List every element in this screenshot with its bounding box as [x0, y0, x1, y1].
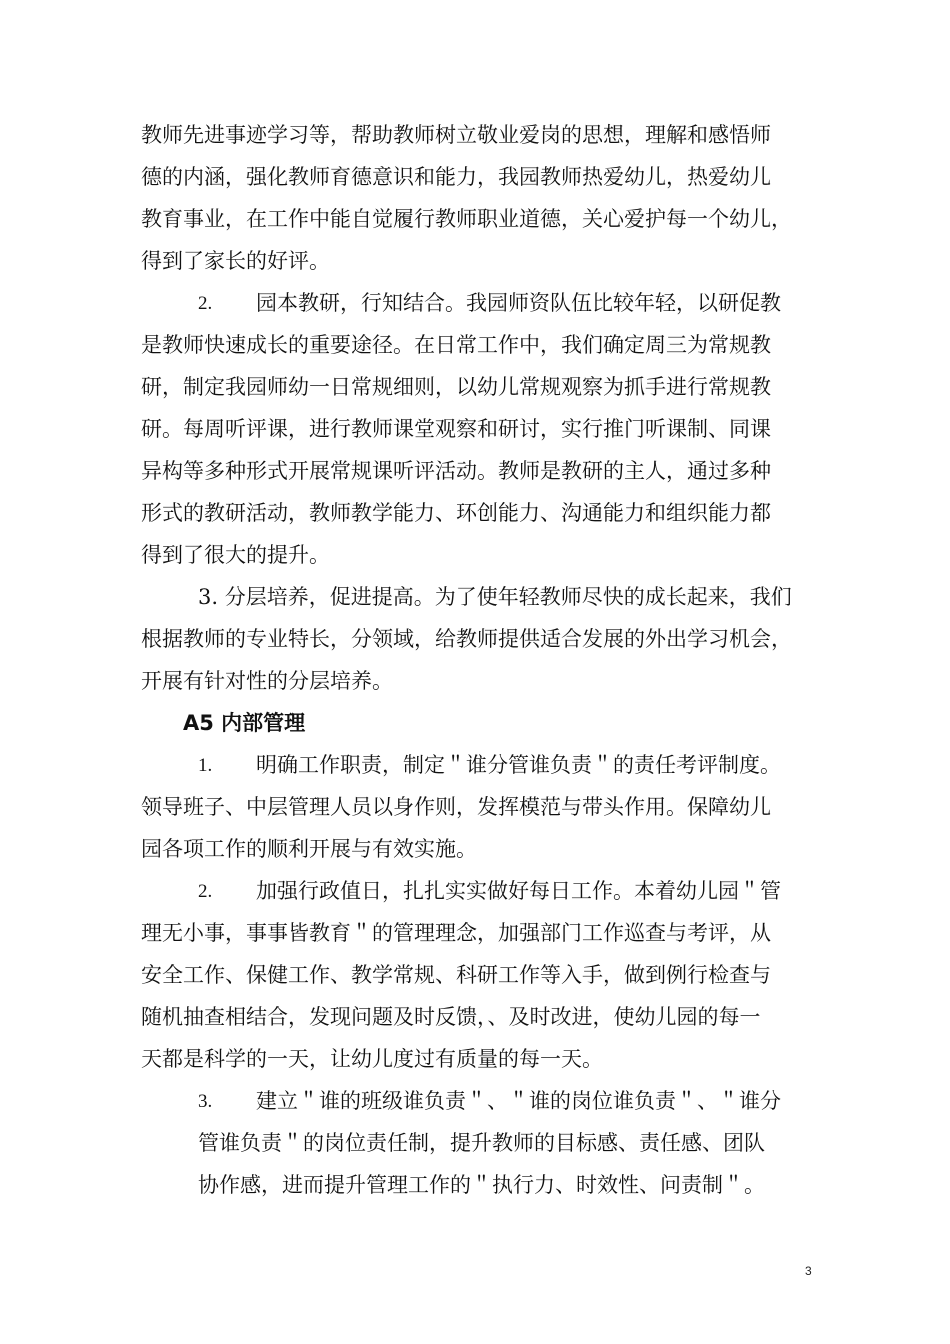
- body-text-line: 3. 分层培养，促进提高。为了使年轻教师尽快的成长起来，我们: [198, 585, 792, 609]
- body-text-line: 理无小事，事事皆教育＂的管理理念，加强部门工作巡查与考评，从: [141, 921, 771, 945]
- section-heading: A5 内部管理: [183, 711, 306, 735]
- body-text-line: 研，制定我园师幼一日常规细则，以幼儿常规观察为抓手进行常规教: [141, 375, 771, 399]
- body-text-line: 根据教师的专业特长，分领域，给教师提供适合发展的外出学习机会，: [141, 627, 792, 651]
- body-text-line: 安全工作、保健工作、教学常规、科研工作等入手，做到例行检查与: [141, 963, 771, 987]
- body-text-line: 教师先进事迹学习等，帮助教师树立敬业爱岗的思想，理解和感悟师: [141, 123, 771, 147]
- body-text-line: 园本教研，行知结合。我园师资队伍比较年轻，以研促教: [256, 291, 781, 315]
- item-number: 2.: [198, 293, 213, 314]
- body-text-line: 开展有针对性的分层培养。: [141, 669, 393, 693]
- body-text-line: 协作感，进而提升管理工作的＂执行力、时效性、问责制＂。: [198, 1173, 765, 1197]
- body-text-line: 随机抽查相结合，发现问题及时反馈，、及时改进，使幼儿园的每一: [141, 1005, 761, 1029]
- body-text-line: 加强行政值日，扎扎实实做好每日工作。本着幼儿园＂管: [256, 879, 781, 903]
- item-number: 1.: [198, 755, 213, 776]
- item-number: 3.: [198, 1091, 213, 1112]
- body-text-line: 领导班子、中层管理人员以身作则，发挥模范与带头作用。保障幼儿: [141, 795, 771, 819]
- body-text-line: 德的内涵，强化教师育德意识和能力，我园教师热爱幼儿，热爱幼儿: [141, 165, 771, 189]
- item-number: 2.: [198, 881, 213, 902]
- body-text-line: 管谁负责＂的岗位责任制，提升教师的目标感、责任感、团队: [198, 1131, 765, 1155]
- body-text-line: 是教师快速成长的重要途径。在日常工作中，我们确定周三为常规教: [141, 333, 771, 357]
- body-text-line: 形式的教研活动，教师教学能力、环创能力、沟通能力和组织能力都: [141, 501, 771, 525]
- body-text-line: 天都是科学的一天，让幼儿度过有质量的每一天。: [141, 1047, 603, 1071]
- body-text-line: 教育事业，在工作中能自觉履行教师职业道德，关心爱护每一个幼儿，: [141, 207, 792, 231]
- body-text-line: 建立＂谁的班级谁负责＂、＂谁的岗位谁负责＂、＂谁分: [256, 1089, 781, 1113]
- body-text-line: 得到了很大的提升。: [141, 543, 330, 567]
- body-text-line: 明确工作职责，制定＂谁分管谁负责＂的责任考评制度。: [256, 753, 781, 777]
- page-number: 3: [805, 1264, 812, 1278]
- body-text-line: 异构等多种形式开展常规课听评活动。教师是教研的主人，通过多种: [141, 459, 771, 483]
- body-text-line: 研。每周听评课，进行教师课堂观察和研讨，实行推门听课制、同课: [141, 417, 771, 441]
- body-text-line: 得到了家长的好评。: [141, 249, 330, 273]
- body-text-line: 园各项工作的顺利开展与有效实施。: [141, 837, 477, 861]
